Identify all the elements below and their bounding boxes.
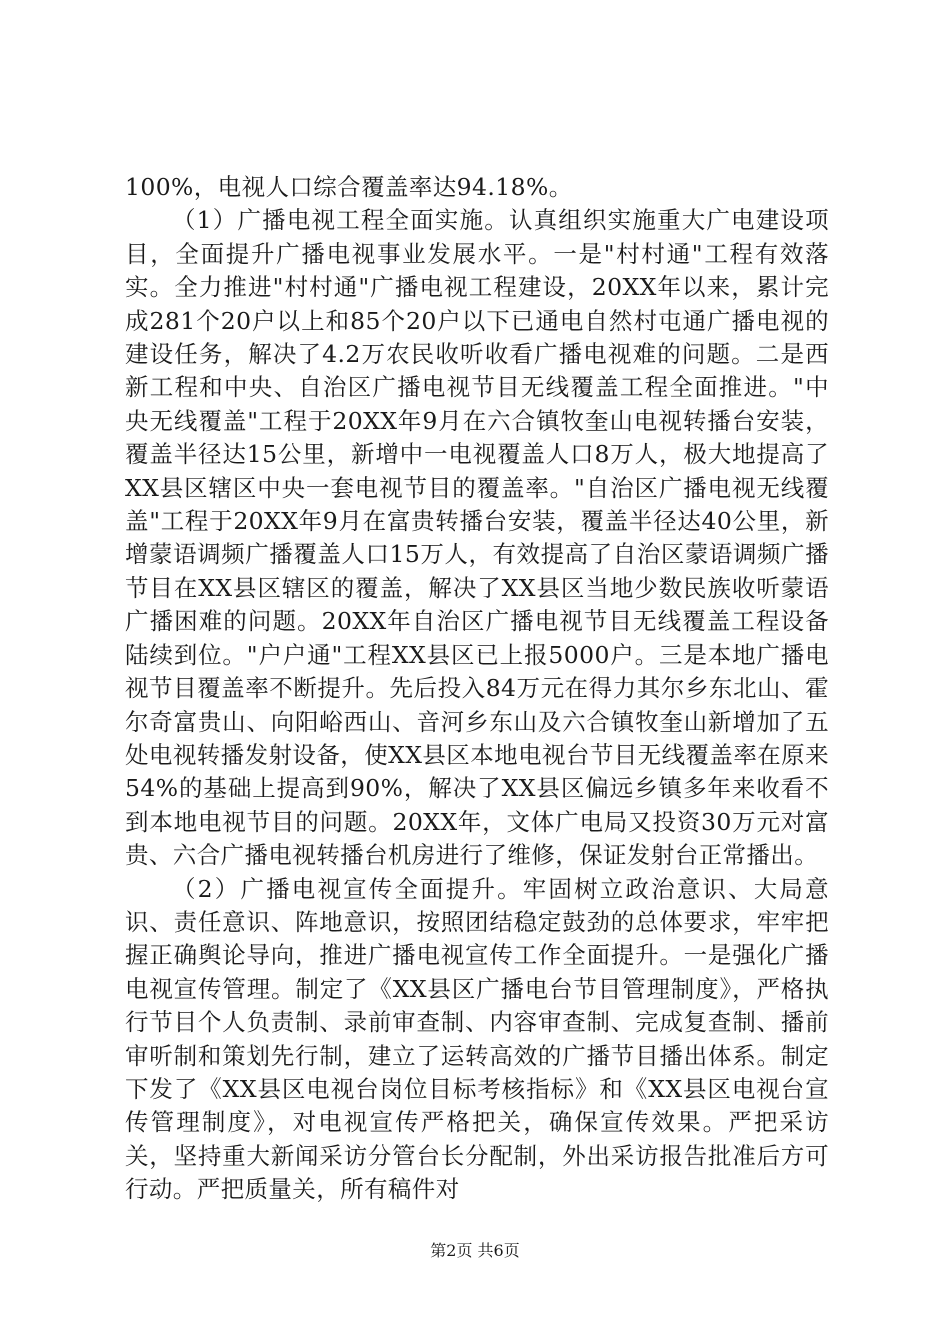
document-body bbox=[125, 171, 829, 1207]
page-number-footer: 第2页 共6页 bbox=[430, 1241, 520, 1260]
paragraph-continuation: 100%，电视人口综合覆盖率达94.18%。 bbox=[125, 173, 573, 201]
paragraph-broadcast-engineering: （1）广播电视工程全面实施。认真组织实施重大广电建设项目，全面提升广播电视事业发展水平。一是"村村通"工程有效落实。全力推进"村村通"广播电视工程建设，20XX年以来，累计完成281个20户以上和85个20户以下已通电自然村屯通广播电视的建设任务，解决了4.2万农民收听收看广播电视难的问题。二是西新工程和中央、自治区广播电视节目无线覆盖工程全面推进。"中央无线覆盖"工程于20XX年9月在六合镇牧奎山电视转播台安装，覆盖半径达15公里，新增中一电视覆盖人口8万人，极大地提高了XX县区辖区中央一套电视节目的覆盖率。"自治区广播电视无线覆盖"工程于20XX年9月在富贵转播台安装，覆盖半径达40公里，新增蒙语调频广播覆盖人口15万人，有效提高了自治区蒙语调频广播节目在XX县区辖区的覆盖，解决了XX县区当地少数民族收听蒙语广播困难的问题。20XX年自治区广播电视节目无线覆盖工程设备陆续到位。"户户通"工程XX县区已上报5000户。三是本地广播电视节目覆盖率不断提升。先后投入84万元在得力其尔乡东北山、霍尔奇富贵山、向阳峪西山、音河乡东山及六合镇牧奎山新增加了五处电视转播发射设备，使XX县区本地电视台节目无线覆盖率在原来54%的基础上提高到90%，解决了XX县区偏远乡镇多年来收看不到本地电视节目的问题。20XX年，文体广电局又投资30万元对富贵、六合广播电视转播台机房进行了维修，保证发射台正常播出。 bbox=[125, 206, 829, 870]
paragraph-broadcast-publicity: （2）广播电视宣传全面提升。牢固树立政治意识、大局意识、责任意识、阵地意识，按照团结稳定鼓劲的总体要求，牢牢把握正确舆论导向，推进广播电视宣传工作全面提升。一是强化广播电视宣传管理。制定了《XX县区广播电台节目管理制度》，严格执行节目个人负责制、录前审查制、内容审查制、完成复查制、播前审听制和策划先行制，建立了运转高效的广播节目播出体系。制定下发了《XX县区电视台岗位目标考核指标》和《XX县区电视台宣传管理制度》，对电视宣传严格把关，确保宣传效果。严把采访关，坚持重大新闻采访分管台长分配制，外出采访报告批准后方可行动。严把质量关，所有稿件对 bbox=[125, 874, 829, 1204]
